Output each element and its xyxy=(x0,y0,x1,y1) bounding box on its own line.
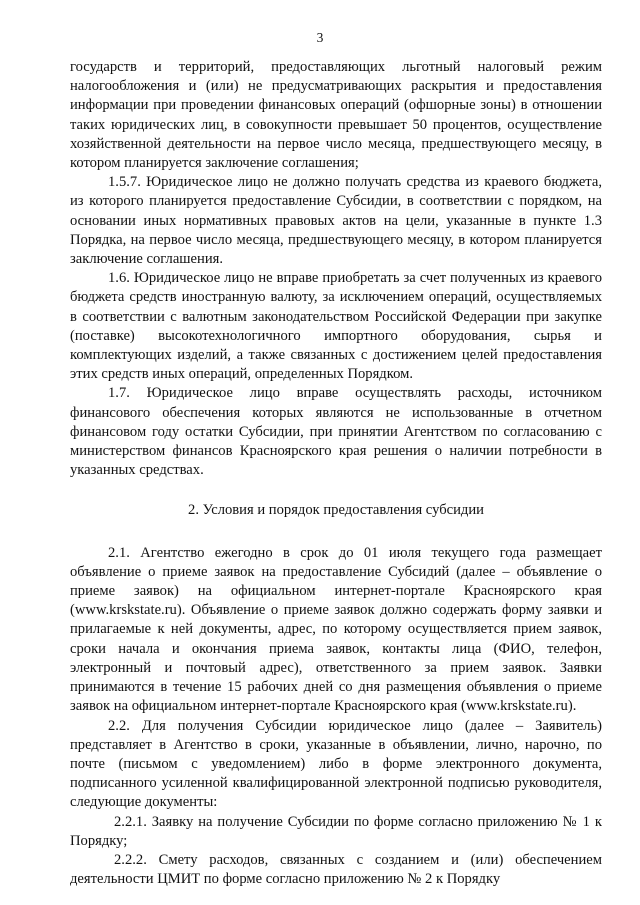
paragraph-2-2-2: 2.2.2. Смету расходов, связанных с созданием и (или) обеспечением деятельности ЦМИТ по форме согласно приложению № 2 к Порядку xyxy=(70,851,602,888)
page-number: 3 xyxy=(316,30,324,45)
document-body xyxy=(70,58,602,889)
paragraph-2-2-1: 2.2.1. Заявку на получение Субсидии по форме согласно приложению № 1 к Порядку; xyxy=(70,813,602,849)
paragraph-continuation: государств и территорий, предоставляющих льготный налоговый режим налогообложения и (или) не предусматривающих раскрытия и предоставления информации при проведении финансовых операций (офшорные зоны) в отношении таких юридических лиц, в совокупности превышает 50 процентов, осуществление хозяйственной деятельности на первое число месяца, предшествующего месяцу, в котором планируется заключение соглашения; xyxy=(70,59,602,172)
paragraph-1-7: 1.7. Юридическое лицо вправе осуществлять расходы, источником финансового обеспечения которых являются не использованные в отчетном финансовом году остатки Субсидии, при принятии Агентством по согласованию с министерством финансов Красноярского края решения о наличии потребности в указанных средствах. xyxy=(70,385,602,479)
section-heading: 2. Условия и порядок предоставления субсидии xyxy=(188,502,484,519)
paragraph-2-1: 2.1. Агентство ежегодно в срок до 01 июля текущего года размещает объявление о приеме заявок на предоставление Субсидий (далее – объявление о приеме заявок) на официальном интернет-портале Красноярского края (www.krskstate.ru). Объявление о приеме заявок должно содержать форму заявки и прилагаемые к ней документы, адрес, по которому осуществляется прием заявок, сроки начала и окончания приема заявок, контакты лица (ФИО, телефон, электронный и почтовый адрес), ответственного за прием заявок. Заявки принимаются в течение 15 рабочих дней со дня размещения объявления о приеме заявок на официальном интернет-портале Красноярского края (www.krskstate.ru). xyxy=(70,544,602,715)
paragraph-2-2: 2.2. Для получения Субсидии юридическое лицо (далее – Заявитель) представляет в Агентство в сроки, указанные в объявлении, лично, нарочно, по почте (письмом с уведомлением) либо в форме электронного документа, подписанного усиленной квалифицированной электронной подписью руководителя, следующие документы: xyxy=(70,717,602,811)
paragraph-1-5-7: 1.5.7. Юридическое лицо не должно получать средства из краевого бюджета, из которого планируется предоставление Субсидии, в соответствии с порядком, на основании иных нормативных правовых актов на цели, указанные в пункте 1.3 Порядка, на первое число месяца, предшествующего месяцу, в котором планируется заключение соглашения. xyxy=(70,174,602,268)
paragraph-1-6: 1.6. Юридическое лицо не вправе приобретать за счет полученных из краевого бюджета средств иностранную валюту, за исключением операций, осуществляемых в соответствии с валютным законодательством Российской Федерации при закупке (поставке) высокотехнологичного импортного оборудования, сырья и комплектующих изделий, а также связанных с достижением целей предоставления этих средств иных операций, определенных Порядком. xyxy=(70,270,602,383)
